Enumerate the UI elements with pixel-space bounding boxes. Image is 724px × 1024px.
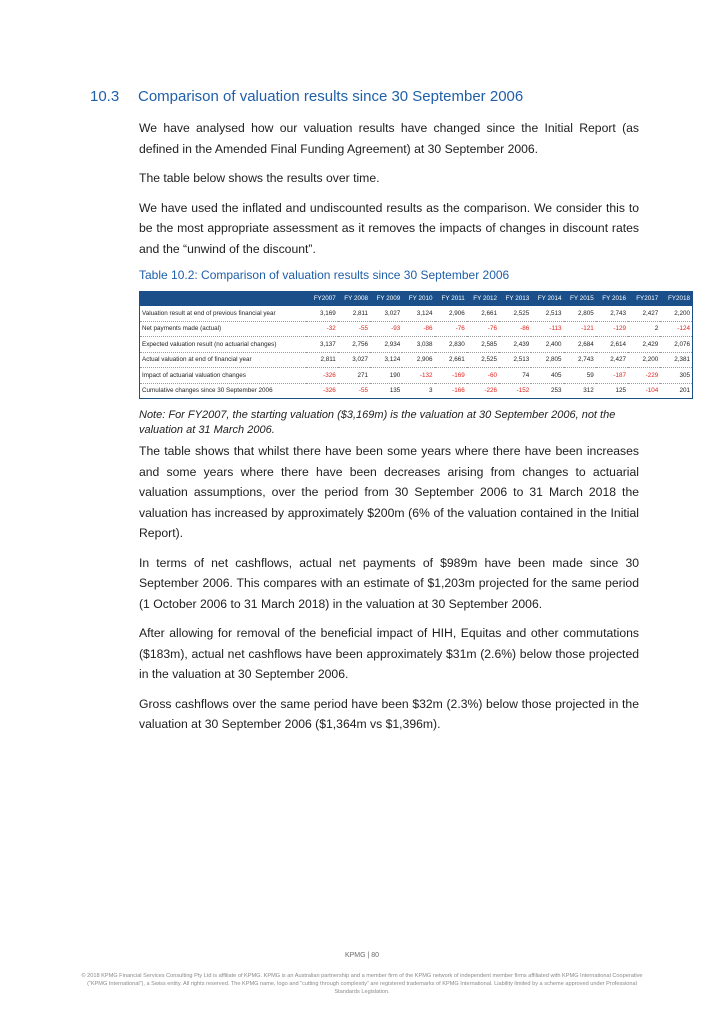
table-cell: 2,934 — [370, 337, 402, 353]
table-cell: -166 — [452, 387, 465, 395]
table-cell: 2,427 — [596, 352, 628, 368]
table-body — [140, 306, 693, 399]
column-header: FY 2008 — [338, 291, 370, 306]
table-cell: 74 — [499, 368, 531, 384]
row-label: Valuation result at end of previous financial year — [140, 306, 306, 321]
table-cell: -187 — [596, 368, 628, 384]
table-cell: 2,805 — [531, 352, 563, 368]
table-cell: 2,381 — [660, 352, 692, 368]
table-cell: -226 — [484, 387, 497, 395]
table-cell: 305 — [660, 368, 692, 384]
table-cell: -104 — [645, 387, 659, 395]
table-cell: -152 — [516, 387, 530, 395]
table-cell: 2,525 — [467, 352, 499, 368]
row-label: Cumulative changes since 30 September 2006 — [142, 387, 273, 395]
table-cell: 59 — [564, 368, 596, 384]
row-label: Actual valuation at end of financial year — [140, 352, 306, 368]
table-cell: -129 — [596, 321, 628, 337]
paragraph: We have used the inflated and undiscounted results as the comparison. We consider this to be the most appropriate assessment as it removes the impacts of changes in discount rates and the “unwind of the discount”. — [139, 200, 639, 256]
paragraph: Gross cashflows over the same period have been $32m (2.3%) below those projected in the valuation at 30 September 2006 ($1,364m vs $1,396m). — [139, 696, 639, 731]
table-cell: 2,830 — [435, 337, 467, 353]
table-cell: 2,200 — [660, 306, 692, 321]
table-row — [140, 337, 693, 353]
table-cell: -121 — [564, 321, 596, 337]
table-row — [140, 383, 693, 399]
table-cell: 253 — [550, 387, 562, 395]
section-title: Comparison of valuation results since 30 September 2006 — [138, 88, 524, 105]
paragraph: After allowing for removal of the beneficial impact of HIH, Equitas and other commutations ($183m), actual net cashflows have been approximately $31m (2.6%) below those projected in the valuation at 30 September 2006. — [139, 626, 639, 681]
table-cell: 2,439 — [499, 337, 531, 353]
table-cell: -60 — [467, 368, 499, 384]
table-row — [140, 368, 693, 384]
table-header-blank — [140, 291, 306, 306]
column-header: FY 2010 — [402, 291, 434, 306]
table-cell: -124 — [660, 321, 692, 337]
paragraph: In terms of net cashflows, actual net payments of $989m have been made since 30 September 2006. This compares with an estimate of $1,203m projected for the same period (1 October 2006 to 31 March 2018) in the valuation at 30 September 2006. — [139, 555, 639, 611]
table-cell: -113 — [531, 321, 563, 337]
table-cell: -32 — [306, 321, 338, 337]
table-cell: 312 — [583, 387, 594, 395]
table-cell: 135 — [389, 387, 401, 395]
table-cell: -55 — [338, 321, 370, 337]
table-cell: 3,124 — [370, 352, 402, 368]
table-cell: -55 — [358, 387, 368, 395]
table-cell: -326 — [323, 387, 336, 395]
table-cell: 2,525 — [499, 306, 531, 321]
column-header: FY 2016 — [596, 291, 628, 306]
table-cell: 2,400 — [531, 337, 563, 353]
table-cell: 3,027 — [370, 306, 402, 321]
table-cell: -86 — [499, 321, 531, 337]
table-cell: 2,743 — [596, 306, 628, 321]
table-cell: 2,756 — [338, 337, 370, 353]
table-header-row — [140, 291, 693, 306]
section-heading — [90, 88, 523, 105]
table-cell: 2,614 — [596, 337, 628, 353]
table-cell: 2,661 — [435, 352, 467, 368]
table-cell: 2,429 — [628, 337, 660, 353]
table-cell: -93 — [370, 321, 402, 337]
column-header: FY 2013 — [499, 291, 531, 306]
table-row — [140, 352, 693, 368]
table-cell: 2,513 — [531, 306, 563, 321]
table-row — [140, 321, 693, 337]
column-header: FY 2015 — [564, 291, 596, 306]
table-cell: 190 — [370, 368, 402, 384]
table-cell: -76 — [435, 321, 467, 337]
table-cell: -132 — [402, 368, 434, 384]
table-cell: 3,038 — [402, 337, 434, 353]
table-cell: 2,805 — [564, 306, 596, 321]
column-header: FY2017 — [628, 291, 660, 306]
table-cell: -229 — [628, 368, 660, 384]
table-note: Note: For FY2007, the starting valuation ($3,169m) is the valuation at 30 September 2006, not the valuation at 31 March 2006. — [139, 409, 616, 436]
table-cell: -169 — [435, 368, 467, 384]
table-cell: 2,811 — [338, 306, 370, 321]
column-header: FY 2009 — [370, 291, 402, 306]
table-cell: 2 — [628, 321, 660, 337]
table-cell: 3,124 — [402, 306, 434, 321]
page-number: KPMG | 80 — [344, 952, 380, 959]
table-cell: 2,076 — [660, 337, 692, 353]
table-cell: -86 — [402, 321, 434, 337]
row-label: Expected valuation result (no actuarial changes) — [140, 337, 306, 353]
column-header: FY2018 — [660, 291, 692, 306]
table-cell: 2,427 — [628, 306, 660, 321]
table-cell: 2,513 — [499, 352, 531, 368]
table-cell: 405 — [531, 368, 563, 384]
table-caption: Table 10.2: Comparison of valuation results since 30 September 2006 — [139, 268, 510, 282]
table-cell: 271 — [338, 368, 370, 384]
paragraph: The table below shows the results over time. — [139, 171, 380, 185]
column-header: FY 2011 — [435, 291, 467, 306]
table-cell: 2,200 — [628, 352, 660, 368]
table-cell: 2,743 — [564, 352, 596, 368]
valuation-table — [139, 291, 693, 399]
table-cell: 201 — [679, 387, 690, 395]
table-cell: 2,661 — [467, 306, 499, 321]
section-number: 10.3 — [90, 88, 120, 105]
table-cell: 3,169 — [306, 306, 338, 321]
row-label: Net payments made (actual) — [140, 321, 306, 337]
table-cell: 2,906 — [435, 306, 467, 321]
table-row — [140, 306, 693, 321]
table-cell: -76 — [467, 321, 499, 337]
table-cell: 3 — [428, 387, 433, 395]
column-header: FY 2012 — [467, 291, 499, 306]
paragraph: We have analysed how our valuation results have changed since the Initial Report (as defined in the Amended Final Funding Agreement) at 30 September 2006. — [139, 121, 639, 156]
page-content — [139, 118, 690, 744]
row-label: Impact of actuarial valuation changes — [140, 368, 306, 384]
table-cell: 3,027 — [338, 352, 370, 368]
table-cell: 2,585 — [467, 337, 499, 353]
table-cell: 2,811 — [306, 352, 338, 368]
table-cell: -326 — [306, 368, 338, 384]
table-cell: 3,137 — [306, 337, 338, 353]
table-cell: 2,906 — [402, 352, 434, 368]
column-header: FY 2014 — [531, 291, 563, 306]
column-header: FY2007 — [306, 291, 338, 306]
legal-footer: © 2018 KPMG Financial Services Consulting Pty Ltd is affiliate of KPMG. KPMG is an Australian partnership and a member firm of the KPMG network of independent member firms affiliated with KPMG International Cooperative (“KPMG International”), a Swiss entity. All rights reserved. The KPMG name, logo and “cutting through complexity” are registered trademarks of KPMG International. Liability limited by a scheme approved under Professional Standards Legislation. — [81, 973, 643, 995]
paragraph: The table shows that whilst there have been some years where there have been increases and some years where there have been decreases arising from changes to actuarial valuation assumptions, over the period from 30 September 2006 to 31 March 2018 the valuation has increased by approximately $200m (6% of the valuation contained in the Initial Report). — [139, 444, 639, 540]
table-cell: 2,684 — [564, 337, 596, 353]
table-cell: 125 — [615, 387, 626, 395]
